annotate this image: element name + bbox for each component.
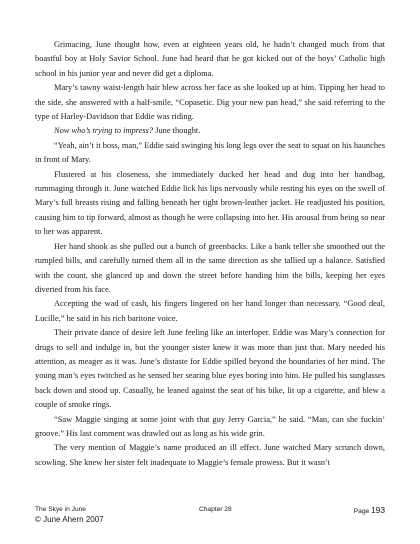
book-title: The Skye in June: [35, 506, 86, 513]
footer-row: [35, 505, 385, 515]
paragraph: Her hand shook as she pulled out a bunch of greenbacks. Like a bank teller she smoothed out the rumpled bills, and carefully turned them all in the same direction as she tallied up a balance. Satisfied with the count, she glanced up and down the street before handing him the bills, keeping her eyes diverted from his face.: [35, 241, 385, 294]
copyright-notice: © June Ahern 2007: [35, 515, 104, 524]
paragraph-thought: [35, 124, 385, 138]
paragraph: Accepting the wad of cash, his fingers lingered on her hand longer than necessary. “Good deal, Lucille,” he said in his rich baritone voice.: [35, 299, 385, 323]
paragraph: Flustered at his closeness, she immediately ducked her head and dug into her handbag, rummaging through it. June watched Eddie lick his lips nervously while resting his eyes on the swell of Mary’s full breasts rising and falling beneath her tight brown-leather jacket. He readjusted his position, causing him to tip forward, almost as though he were collapsing into her. His arousal from being so near to her was apparent.: [35, 169, 385, 237]
paragraph: Mary’s tawny waist-length hair blew across her face as she looked up at him. Tipping her head to the side, she answered with a half-smile, “Copasetic. Dig your new pan head,” she said referring to the type of Harley-Davidson that Eddie was riding.: [35, 83, 385, 122]
page-number: 193: [371, 505, 385, 515]
page-label: Page: [353, 508, 370, 515]
paragraph: “Yeah, ain’t it boss, man,” Eddie said swinging his long legs over the seat to squat on his haunches in front of Mary.: [35, 140, 385, 165]
thought-attribution: June thought.: [153, 126, 201, 136]
paragraph: Grimacing, June thought how, even at eighteen years old, he hadn’t changed much from that boastful boy at Holy Savior School. June had heard that he got kicked out of the boys’ Catholic high school in his junior year and never did get a diploma.: [35, 40, 385, 78]
page-indicator: [354, 505, 385, 517]
paragraph: “Saw Maggie singing at some joint with that guy Jerry Garcia,” he said. “Man, can she fuckin’ groove.” His last comment was drawled out as long as his wide grin.: [35, 414, 385, 438]
body-text: [35, 38, 385, 470]
paragraph: Their private dance of desire left June feeling like an interloper. Eddie was Mary’s connection for drugs to sell and indulge in, but the younger sister knew it was more than just that. Mary needed his attention, as meager as it was. June’s distaste for Eddie spilled beyond the boundaries of her mind. The young man’s eyes twitched as he sensed her searing blue eyes boring into him. He pulled his sunglasses back down and stood up. Casually, he leaned against the seat of his bike, lit up a cigarette, and blew a couple of smoke rings.: [35, 328, 385, 410]
page-footer: [35, 505, 385, 525]
paragraph: The very mention of Maggie’s name produced an ill effect. June watched Mary scrunch down, scowling. She knew her sister felt inadequate to Maggie’s female prowess. But it wasn’t: [35, 443, 385, 467]
italic-thought: Now who’s trying to impress?: [54, 126, 154, 136]
chapter-label: Chapter 28: [199, 506, 232, 513]
